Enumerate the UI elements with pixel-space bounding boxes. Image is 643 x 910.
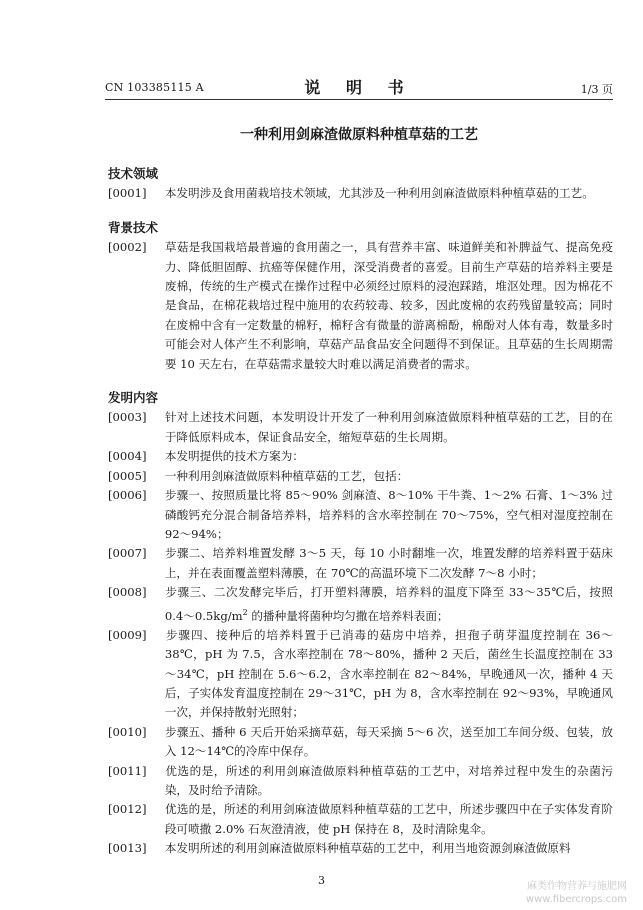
watermark (526, 880, 627, 906)
paragraph-number: [0009] (108, 627, 147, 642)
paragraph (108, 184, 613, 203)
paragraph (108, 800, 613, 839)
paragraph-text: 针对上述技术问题，本发明设计开发了一种利用剑麻渣做原料种植草菇的工艺，目的在于降低原料成本，保证食品安全，缩短草菇的生长周期。 (164, 410, 613, 444)
superscript: 2 (242, 607, 248, 617)
paragraph (108, 486, 613, 544)
section-heading: 背景技术 (108, 219, 159, 235)
document-title: 一种利用剑麻渣做原料种植草菇的工艺 (240, 127, 478, 143)
section-heading: 发明内容 (108, 390, 159, 406)
paragraph-text: 步骤四、接种后的培养料置于已消毒的菇房中培养，担孢子萌芽温度控制在 36～38℃，pH 为 7.5，含水率控制在 78～80%，播种 2 天后，菌丝生长温度控制在 33～34℃，pH 控制在 5.6～6.2，含水率控制在 82～84%，早晚通风一次，播种 4 天后，子实体发育温度控制在 29～31℃，pH 为 8，含水率控制在 92～93%，早晚通风一次，并保持散射光照射； (164, 627, 613, 720)
paragraph-number: [0010] (108, 724, 147, 739)
header-rule (105, 99, 613, 100)
paragraph (108, 723, 613, 762)
paragraph (108, 839, 613, 858)
paragraph-text: 优选的是，所述的利用剑麻渣做原料种植草菇的工艺中，所述步骤四中在子实体发育阶段可喷撒 2.0% 石灰澄清液，使 pH 保持在 8，及时清除鬼伞。 (164, 802, 613, 836)
paragraph-number: [0004] (108, 449, 147, 464)
paragraph-text: 步骤三、二次发酵完毕后，打开塑料薄膜，培养料的温度下降至 33～35℃后，按照 0.4～0.5kg/m (164, 585, 613, 623)
paragraph-text: 步骤二、培养料堆置发酵 3～5 天，每 10 小时翻堆一次，堆置发酵的培养料置于菇床上，并在表面覆盖塑料薄膜，在 70℃的高温环境下二次发酵 7～8 小时； (164, 546, 613, 580)
paragraph-text: 优选的是，所述的利用剑麻渣做原料种植草菇的工艺中，对培养过程中发生的杂菌污染，及时给予清除。 (164, 763, 613, 798)
paragraph (108, 408, 613, 447)
paragraph (108, 447, 613, 466)
paragraph-number: [0002] (108, 240, 147, 255)
paragraph-number: [0013] (108, 841, 147, 856)
paragraph-number: [0012] (108, 802, 147, 817)
paragraph (108, 583, 613, 626)
section-heading: 技术领域 (108, 166, 159, 181)
paragraph (108, 626, 613, 723)
publication-number: CN 103385115 A (105, 81, 204, 94)
paragraph-text: 本发明涉及食用菌栽培技术领域，尤其涉及一种利用剑麻渣做原料种植草菇的工艺。 (164, 186, 594, 201)
paragraph-text: 本发明所述的利用剑麻渣做原料种植草菇的工艺中，利用当地资源剑麻渣做原料 (164, 841, 571, 856)
paragraph-number: [0006] (108, 488, 147, 503)
paragraph-number: [0008] (108, 585, 147, 600)
paragraph (108, 544, 613, 583)
paragraph-number: [0001] (108, 186, 147, 201)
paragraph-number: [0011] (108, 763, 147, 778)
watermark-line: 麻类作物营养与施肥网 (527, 881, 627, 892)
paragraph-number: [0007] (108, 546, 147, 561)
document-type: 说 明 书 (304, 78, 414, 97)
paragraph (108, 762, 613, 801)
paragraph-text: 一种利用剑麻渣做原料种植草菇的工艺，包括： (164, 468, 409, 483)
paragraph-text: 草菇是我国栽培最普遍的食用菌之一，具有营养丰富、味道鲜美和补脾益气、提高免疫力、降低胆固醇、抗癌等保健作用，深受消费者的喜爱。目前生产草菇的培养料主要是废棉，传统的生产模式在操作过程中必须经过原料的浸泡踩踏，堆沤处理。因为棉花不是食品，在棉花栽培过程中施用的农药较毒、较多，因此废棉的农药残留量较高；同时在废棉中含有一定数量的棉籽，棉籽含有微量的游离棉酚，棉酚对人体有毒，数量多时可能会对人体产生不利影响，草菇产品食品安全问题得不到保证。且草菇的生长周期需要 10 天左右，在草菇需求量较大时难以满足消费者的需求。 (164, 240, 613, 371)
paragraph-text: 本发明提供的技术方案为： (164, 449, 304, 464)
paragraph (108, 467, 613, 486)
paragraph (108, 238, 613, 374)
document-body (108, 160, 613, 859)
paragraph-text: 的播种量将菌种均匀撒在培养料表面； (247, 608, 449, 623)
paragraph-number: [0005] (108, 468, 147, 483)
page-reference: 1/3 页 (580, 83, 613, 96)
page-number: 3 (318, 874, 325, 887)
page-header (105, 75, 613, 99)
watermark-line: www.fibercrops.com (525, 894, 627, 905)
paragraph-text: 步骤一、按照质量比将 85～90% 剑麻渣、8～10% 干牛粪、1～2% 石膏、1～3% 过磷酸钙充分混合制备培养料，培养料的含水率控制在 70～75%，空气相对湿度控制在 92～94%； (164, 488, 613, 541)
paragraph-number: [0003] (108, 410, 147, 425)
paragraph-text: 步骤五、播种 6 天后开始采摘草菇，每天采摘 5～6 次，送至加工车间分级、包装，放入 12～14℃的冷库中保存。 (164, 724, 613, 759)
